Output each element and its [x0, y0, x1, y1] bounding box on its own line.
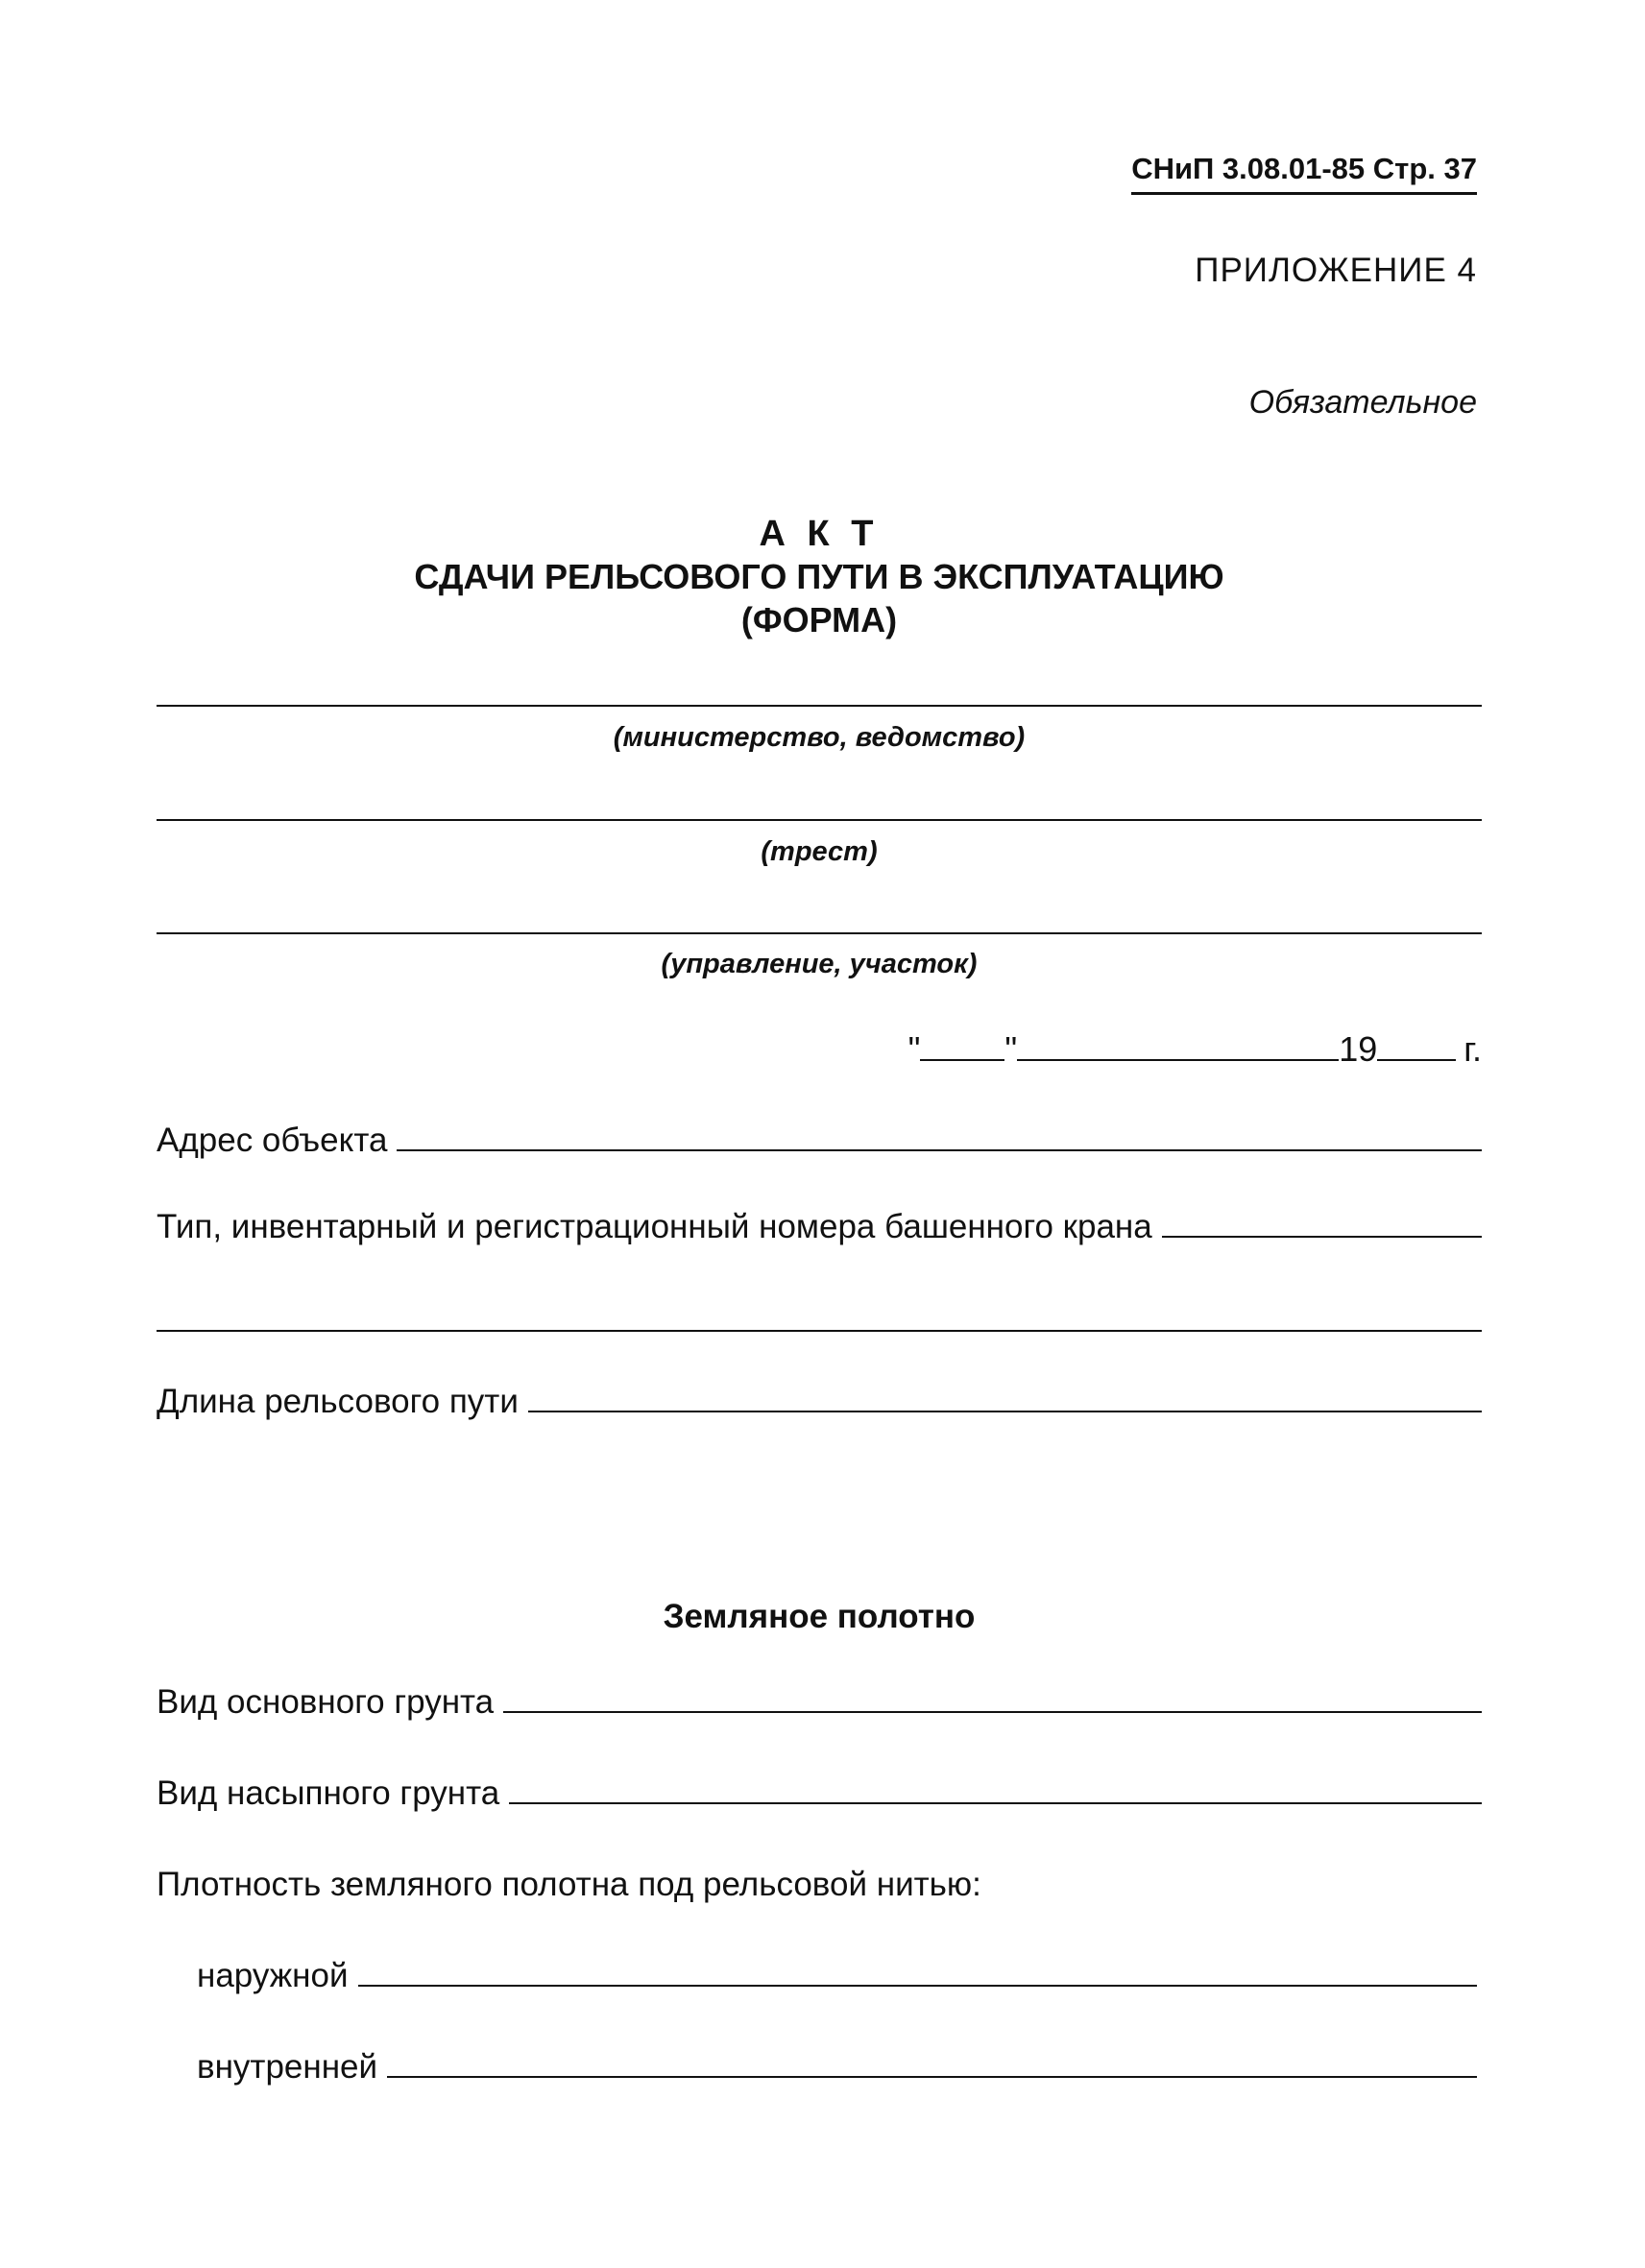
act-title: А К Т [759, 514, 880, 554]
day-blank[interactable] [920, 1058, 1004, 1061]
quote-close: " [1004, 1029, 1018, 1069]
department-caption: (управление, участок) [661, 949, 978, 979]
outer-field [197, 1957, 1477, 1995]
appendix-number: ПРИЛОЖЕНИЕ 4 [1195, 252, 1477, 289]
ministry-line[interactable] [157, 705, 1482, 707]
length-field [157, 1383, 1482, 1421]
inner-label: внутренней [197, 2048, 378, 2086]
act-form-label: (ФОРМА) [740, 600, 898, 639]
fill-soil-label: Вид насыпного грунта [157, 1774, 500, 1812]
date-row [908, 1029, 1482, 1070]
density-heading [157, 1866, 1482, 1904]
crane-field [157, 1208, 1482, 1246]
density-label: Плотность земляного полотна под рельсовой нитью: [157, 1866, 981, 1903]
ministry-caption: (министерство, ведомство) [613, 722, 1026, 753]
fill-soil-blank[interactable] [509, 1801, 1482, 1804]
year-suffix: г. [1464, 1029, 1482, 1069]
inner-blank[interactable] [387, 2075, 1477, 2078]
crane-continuation-line[interactable] [157, 1330, 1482, 1332]
crane-blank[interactable] [1162, 1235, 1482, 1238]
address-blank[interactable] [397, 1148, 1482, 1151]
year-prefix: 19 [1339, 1029, 1378, 1069]
outer-label: наружной [197, 1957, 349, 1994]
base-soil-label: Вид основного грунта [157, 1683, 495, 1721]
month-blank[interactable] [1017, 1058, 1339, 1061]
appendix-status: Обязательное [1248, 384, 1477, 421]
section-title: Земляное полотно [663, 1598, 976, 1635]
address-field [157, 1122, 1482, 1160]
inner-field [197, 2048, 1477, 2087]
year-blank[interactable] [1377, 1058, 1456, 1061]
fill-soil-field [157, 1774, 1482, 1813]
length-label: Длина рельсового пути [157, 1383, 519, 1420]
outer-blank[interactable] [358, 1984, 1477, 1987]
address-label: Адрес объекта [157, 1122, 388, 1159]
crane-label: Тип, инвентарный и регистрационный номера башенного крана [157, 1208, 1152, 1245]
department-line[interactable] [157, 932, 1482, 934]
length-blank[interactable] [528, 1410, 1482, 1412]
trust-line[interactable] [157, 819, 1482, 821]
document-reference: СНиП 3.08.01-85 Стр. 37 [1131, 152, 1477, 195]
quote-open: " [907, 1029, 921, 1069]
base-soil-blank[interactable] [503, 1710, 1482, 1713]
act-subtitle: СДАЧИ РЕЛЬСОВОГО ПУТИ В ЭКСПЛУАТАЦИЮ [414, 557, 1224, 596]
trust-caption: (трест) [761, 836, 878, 867]
base-soil-field [157, 1683, 1482, 1722]
